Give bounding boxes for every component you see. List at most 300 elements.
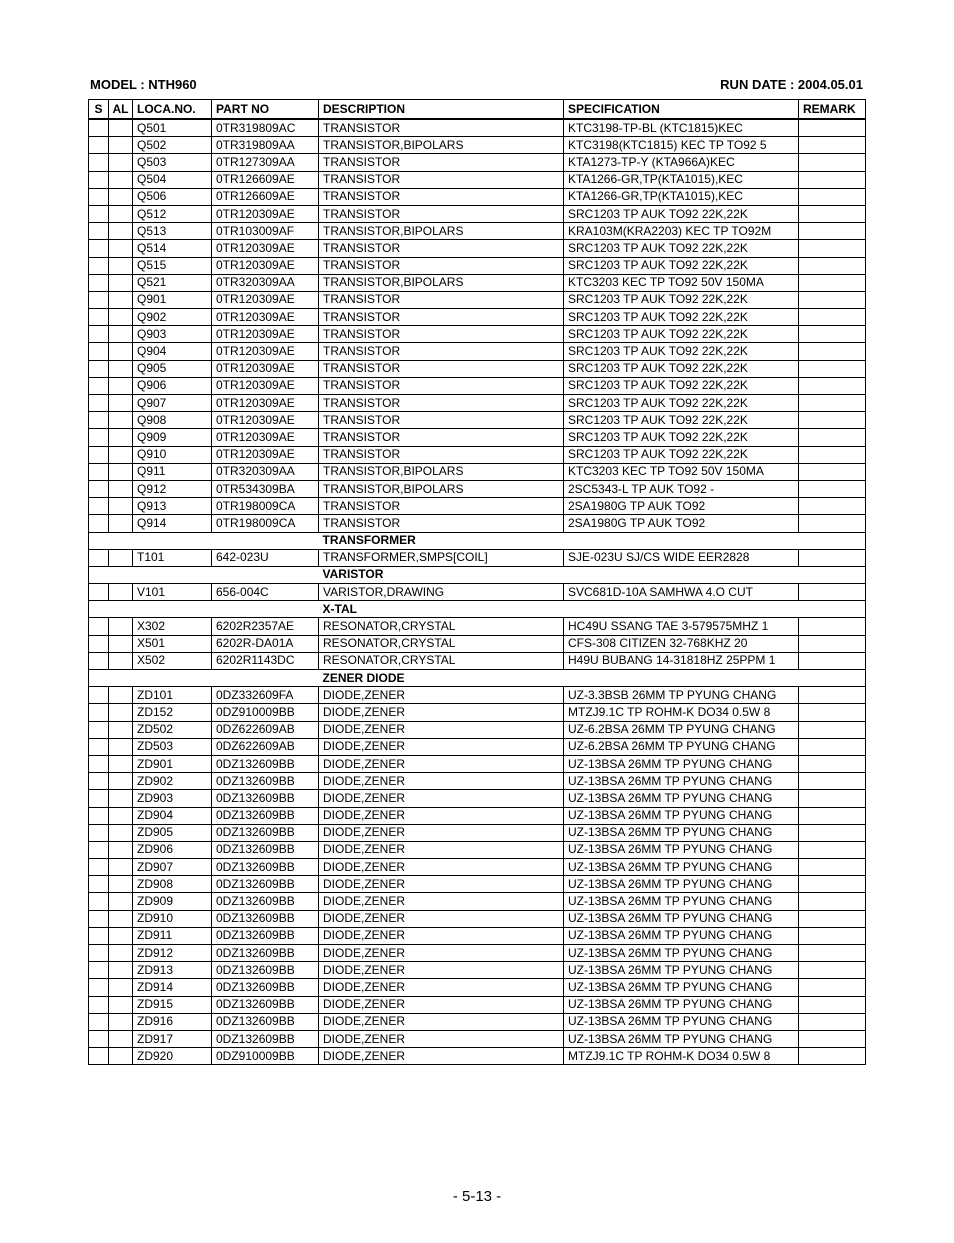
cell-specification: UZ-13BSA 26MM TP PYUNG CHANG [564,962,799,979]
cell-al [109,291,133,308]
cell-description: TRANSISTOR,BIPOLARS [319,480,564,497]
cell-loca: ZD916 [133,1013,212,1030]
cell-al [109,807,133,824]
cell-specification: KRA103M(KRA2203) KEC TP TO92M [564,223,799,240]
cell-loca: Q903 [133,326,212,343]
section-title: X-TAL [319,601,866,618]
cell-al [109,429,133,446]
cell-specification: SRC1203 TP AUK TO92 22K,22K [564,309,799,326]
cell-al [109,1013,133,1030]
cell-al [109,119,133,137]
cell-loca: Q906 [133,377,212,394]
section-spacer [89,601,319,618]
cell-specification: KTA1266-GR,TP(KTA1015),KEC [564,188,799,205]
table-row [89,240,866,257]
cell-al [109,962,133,979]
cell-s [89,291,109,308]
table-row [89,291,866,308]
cell-s [89,945,109,962]
cell-remark [799,395,866,412]
cell-specification: 2SA1980G TP AUK TO92 [564,515,799,532]
section-header-row [89,532,866,549]
cell-part: 0DZ332609FA [212,687,319,704]
cell-specification: KTC3198-TP-BL (KTC1815)KEC [564,119,799,137]
cell-s [89,773,109,790]
cell-description: TRANSISTOR [319,205,564,222]
section-title: TRANSFORMER [319,532,866,549]
cell-remark [799,377,866,394]
cell-loca: Q904 [133,343,212,360]
cell-remark [799,859,866,876]
cell-part: 0DZ132609BB [212,962,319,979]
cell-description: TRANSISTOR [319,377,564,394]
cell-description: TRANSISTOR [319,309,564,326]
cell-description: DIODE,ZENER [319,824,564,841]
cell-s [89,154,109,171]
cell-part: 0TR120309AE [212,412,319,429]
cell-al [109,773,133,790]
cell-specification: UZ-13BSA 26MM TP PYUNG CHANG [564,945,799,962]
cell-al [109,480,133,497]
cell-loca: ZD909 [133,893,212,910]
cell-al [109,549,133,566]
cell-al [109,979,133,996]
cell-specification: SRC1203 TP AUK TO92 22K,22K [564,343,799,360]
cell-loca: ZD906 [133,841,212,858]
section-title: ZENER DIODE [319,670,866,687]
cell-description: DIODE,ZENER [319,1030,564,1047]
cell-al [109,188,133,205]
table-row [89,962,866,979]
cell-loca: ZD913 [133,962,212,979]
cell-part: 0TR198009CA [212,498,319,515]
cell-part: 0TR320309AA [212,463,319,480]
cell-remark [799,962,866,979]
cell-remark [799,584,866,601]
cell-part: 0TR319809AC [212,119,319,137]
cell-specification: UZ-13BSA 26MM TP PYUNG CHANG [564,841,799,858]
cell-s [89,515,109,532]
cell-loca: Q512 [133,205,212,222]
table-row [89,309,866,326]
table-row [89,515,866,532]
cell-part: 0DZ622609AB [212,721,319,738]
table-row [89,171,866,188]
cell-loca: Q502 [133,137,212,154]
cell-part: 0DZ132609BB [212,979,319,996]
cell-description: DIODE,ZENER [319,859,564,876]
cell-al [109,326,133,343]
cell-part: 0DZ132609BB [212,755,319,772]
cell-description: DIODE,ZENER [319,910,564,927]
cell-loca: Q902 [133,309,212,326]
col-header-s: S [89,100,109,120]
cell-s [89,446,109,463]
cell-remark [799,326,866,343]
cell-remark [799,1030,866,1047]
cell-description: TRANSISTOR,BIPOLARS [319,223,564,240]
table-row [89,412,866,429]
cell-s [89,309,109,326]
cell-s [89,274,109,291]
cell-remark [799,824,866,841]
cell-loca: Q504 [133,171,212,188]
table-row [89,824,866,841]
cell-s [89,205,109,222]
section-header-row [89,566,866,583]
cell-specification: UZ-3.3BSB 26MM TP PYUNG CHANG [564,687,799,704]
cell-s [89,463,109,480]
cell-loca: ZD903 [133,790,212,807]
cell-s [89,841,109,858]
cell-description: DIODE,ZENER [319,927,564,944]
cell-s [89,927,109,944]
cell-remark [799,119,866,137]
cell-specification: CFS-308 CITIZEN 32-768KHZ 20 [564,635,799,652]
cell-al [109,704,133,721]
cell-part: 0DZ132609BB [212,996,319,1013]
cell-part: 0TR120309AE [212,240,319,257]
cell-s [89,962,109,979]
cell-s [89,360,109,377]
cell-description: TRANSISTOR [319,240,564,257]
cell-description: TRANSISTOR [319,515,564,532]
cell-description: DIODE,ZENER [319,876,564,893]
cell-loca: V101 [133,584,212,601]
table-body [89,119,866,1065]
table-row [89,446,866,463]
cell-loca: ZD915 [133,996,212,1013]
cell-loca: Q911 [133,463,212,480]
cell-loca: X501 [133,635,212,652]
table-row [89,979,866,996]
cell-al [109,446,133,463]
cell-remark [799,755,866,772]
cell-s [89,188,109,205]
table-row [89,154,866,171]
cell-al [109,154,133,171]
table-row [89,377,866,394]
cell-specification: UZ-6.2BSA 26MM TP PYUNG CHANG [564,721,799,738]
cell-s [89,498,109,515]
cell-specification: UZ-6.2BSA 26MM TP PYUNG CHANG [564,738,799,755]
cell-specification: SVC681D-10A SAMHWA 4.O CUT [564,584,799,601]
cell-description: DIODE,ZENER [319,738,564,755]
cell-description: TRANSISTOR [319,498,564,515]
cell-description: DIODE,ZENER [319,807,564,824]
cell-loca: Q514 [133,240,212,257]
table-row [89,704,866,721]
cell-al [109,618,133,635]
table-row [89,395,866,412]
cell-s [89,721,109,738]
cell-loca: Q909 [133,429,212,446]
cell-s [89,635,109,652]
cell-remark [799,412,866,429]
cell-part: 0TR127309AA [212,154,319,171]
cell-al [109,635,133,652]
cell-al [109,137,133,154]
cell-specification: KTA1266-GR,TP(KTA1015),KEC [564,171,799,188]
cell-remark [799,291,866,308]
cell-s [89,893,109,910]
cell-al [109,841,133,858]
cell-loca: X302 [133,618,212,635]
cell-description: DIODE,ZENER [319,721,564,738]
cell-specification: SRC1203 TP AUK TO92 22K,22K [564,291,799,308]
cell-specification: KTC3203 KEC TP TO92 50V 150MA [564,274,799,291]
cell-description: TRANSISTOR,BIPOLARS [319,274,564,291]
cell-s [89,584,109,601]
cell-s [89,618,109,635]
cell-part: 0TR120309AE [212,377,319,394]
cell-description: RESONATOR,CRYSTAL [319,635,564,652]
table-row [89,137,866,154]
cell-description: TRANSISTOR [319,446,564,463]
cell-description: TRANSISTOR [319,188,564,205]
cell-specification: 2SA1980G TP AUK TO92 [564,498,799,515]
cell-al [109,395,133,412]
cell-loca: ZD904 [133,807,212,824]
table-row [89,773,866,790]
cell-specification: KTA1273-TP-Y (KTA966A)KEC [564,154,799,171]
table-row [89,893,866,910]
section-spacer [89,670,319,687]
table-row [89,463,866,480]
cell-loca: ZD914 [133,979,212,996]
cell-description: TRANSISTOR [319,291,564,308]
cell-description: DIODE,ZENER [319,979,564,996]
cell-loca: ZD910 [133,910,212,927]
cell-description: DIODE,ZENER [319,893,564,910]
cell-description: TRANSISTOR,BIPOLARS [319,137,564,154]
table-header-row [89,100,866,120]
cell-al [109,240,133,257]
cell-part: 0TR120309AE [212,429,319,446]
table-row [89,790,866,807]
section-header-row [89,601,866,618]
cell-al [109,205,133,222]
cell-s [89,876,109,893]
cell-loca: Q515 [133,257,212,274]
cell-s [89,480,109,497]
cell-remark [799,721,866,738]
cell-description: DIODE,ZENER [319,945,564,962]
cell-al [109,687,133,704]
cell-specification: SJE-023U SJ/CS WIDE EER2828 [564,549,799,566]
cell-remark [799,274,866,291]
cell-part: 0DZ132609BB [212,893,319,910]
cell-remark [799,188,866,205]
cell-s [89,257,109,274]
cell-description: DIODE,ZENER [319,790,564,807]
cell-remark [799,738,866,755]
section-title: VARISTOR [319,566,866,583]
table-row [89,859,866,876]
cell-part: 642-023U [212,549,319,566]
cell-part: 0TR120309AE [212,257,319,274]
cell-description: DIODE,ZENER [319,996,564,1013]
cell-s [89,377,109,394]
cell-part: 0TR120309AE [212,343,319,360]
cell-loca: Q506 [133,188,212,205]
table-row [89,807,866,824]
cell-loca: Q901 [133,291,212,308]
cell-loca: Q907 [133,395,212,412]
section-spacer [89,532,319,549]
cell-s [89,343,109,360]
cell-remark [799,687,866,704]
cell-specification: UZ-13BSA 26MM TP PYUNG CHANG [564,790,799,807]
cell-al [109,876,133,893]
cell-description: RESONATOR,CRYSTAL [319,652,564,669]
cell-loca: ZD912 [133,945,212,962]
table-row [89,927,866,944]
cell-specification: UZ-13BSA 26MM TP PYUNG CHANG [564,893,799,910]
table-row [89,584,866,601]
cell-specification: MTZJ9.1C TP ROHM-K DO34 0.5W 8 [564,704,799,721]
cell-s [89,429,109,446]
cell-remark [799,360,866,377]
cell-loca: T101 [133,549,212,566]
run-date-label: RUN DATE : 2004.05.01 [720,77,863,92]
cell-al [109,584,133,601]
cell-s [89,1013,109,1030]
cell-remark [799,429,866,446]
cell-specification: UZ-13BSA 26MM TP PYUNG CHANG [564,859,799,876]
cell-description: TRANSFORMER,SMPS[COIL] [319,549,564,566]
cell-s [89,859,109,876]
table-row [89,721,866,738]
cell-part: 0TR126609AE [212,171,319,188]
cell-al [109,498,133,515]
table-row [89,1030,866,1047]
cell-specification: MTZJ9.1C TP ROHM-K DO34 0.5W 8 [564,1048,799,1065]
cell-description: DIODE,ZENER [319,1013,564,1030]
cell-remark [799,773,866,790]
cell-s [89,790,109,807]
cell-description: TRANSISTOR [319,429,564,446]
cell-s [89,652,109,669]
cell-remark [799,446,866,463]
cell-part: 0TR120309AE [212,360,319,377]
cell-remark [799,910,866,927]
cell-description: TRANSISTOR [319,360,564,377]
cell-part: 0DZ132609BB [212,945,319,962]
cell-s [89,910,109,927]
page-number: - 5-13 - [452,1188,502,1205]
cell-s [89,1030,109,1047]
cell-part: 6202R2357AE [212,618,319,635]
cell-description: TRANSISTOR [319,119,564,137]
cell-part: 0DZ910009BB [212,1048,319,1065]
cell-description: DIODE,ZENER [319,841,564,858]
cell-specification: UZ-13BSA 26MM TP PYUNG CHANG [564,824,799,841]
cell-loca: Q503 [133,154,212,171]
cell-specification: UZ-13BSA 26MM TP PYUNG CHANG [564,807,799,824]
cell-specification: UZ-13BSA 26MM TP PYUNG CHANG [564,910,799,927]
cell-description: TRANSISTOR [319,257,564,274]
table-row [89,274,866,291]
table-row [89,687,866,704]
cell-remark [799,549,866,566]
cell-specification: UZ-13BSA 26MM TP PYUNG CHANG [564,996,799,1013]
cell-part: 0TR126609AE [212,188,319,205]
cell-part: 6202R-DA01A [212,635,319,652]
cell-specification: HC49U SSANG TAE 3-579575MHZ 1 [564,618,799,635]
cell-specification: UZ-13BSA 26MM TP PYUNG CHANG [564,773,799,790]
cell-description: TRANSISTOR [319,326,564,343]
cell-specification: SRC1203 TP AUK TO92 22K,22K [564,205,799,222]
section-header-row [89,670,866,687]
cell-part: 0DZ132609BB [212,1030,319,1047]
cell-remark [799,996,866,1013]
cell-al [109,945,133,962]
cell-part: 0DZ132609BB [212,859,319,876]
cell-s [89,738,109,755]
cell-part: 0TR120309AE [212,309,319,326]
col-header-part: PART NO [212,100,319,120]
table-row [89,910,866,927]
cell-remark [799,498,866,515]
cell-al [109,721,133,738]
cell-s [89,687,109,704]
cell-loca: ZD907 [133,859,212,876]
cell-loca: ZD502 [133,721,212,738]
cell-remark [799,790,866,807]
cell-description: TRANSISTOR [319,412,564,429]
cell-remark [799,309,866,326]
cell-loca: Q908 [133,412,212,429]
cell-remark [799,515,866,532]
cell-al [109,893,133,910]
cell-part: 0DZ132609BB [212,824,319,841]
cell-description: DIODE,ZENER [319,687,564,704]
cell-s [89,326,109,343]
cell-part: 0DZ132609BB [212,807,319,824]
cell-al [109,171,133,188]
cell-description: TRANSISTOR [319,154,564,171]
cell-description: TRANSISTOR [319,395,564,412]
table-row [89,480,866,497]
cell-specification: SRC1203 TP AUK TO92 22K,22K [564,377,799,394]
cell-s [89,824,109,841]
cell-remark [799,945,866,962]
cell-al [109,257,133,274]
parts-table [88,99,866,1065]
table-row [89,1048,866,1065]
cell-loca: Q501 [133,119,212,137]
cell-specification: UZ-13BSA 26MM TP PYUNG CHANG [564,755,799,772]
cell-description: DIODE,ZENER [319,704,564,721]
cell-specification: KTC3198(KTC1815) KEC TP TO92 5 [564,137,799,154]
table-row [89,257,866,274]
cell-al [109,360,133,377]
cell-al [109,223,133,240]
cell-s [89,137,109,154]
cell-s [89,395,109,412]
cell-specification: UZ-13BSA 26MM TP PYUNG CHANG [564,1030,799,1047]
cell-specification: SRC1203 TP AUK TO92 22K,22K [564,395,799,412]
section-spacer [89,566,319,583]
cell-s [89,549,109,566]
cell-description: DIODE,ZENER [319,773,564,790]
cell-al [109,824,133,841]
cell-part: 0TR120309AE [212,205,319,222]
col-header-description: DESCRIPTION [319,100,564,120]
cell-part: 0TR120309AE [212,326,319,343]
cell-al [109,515,133,532]
